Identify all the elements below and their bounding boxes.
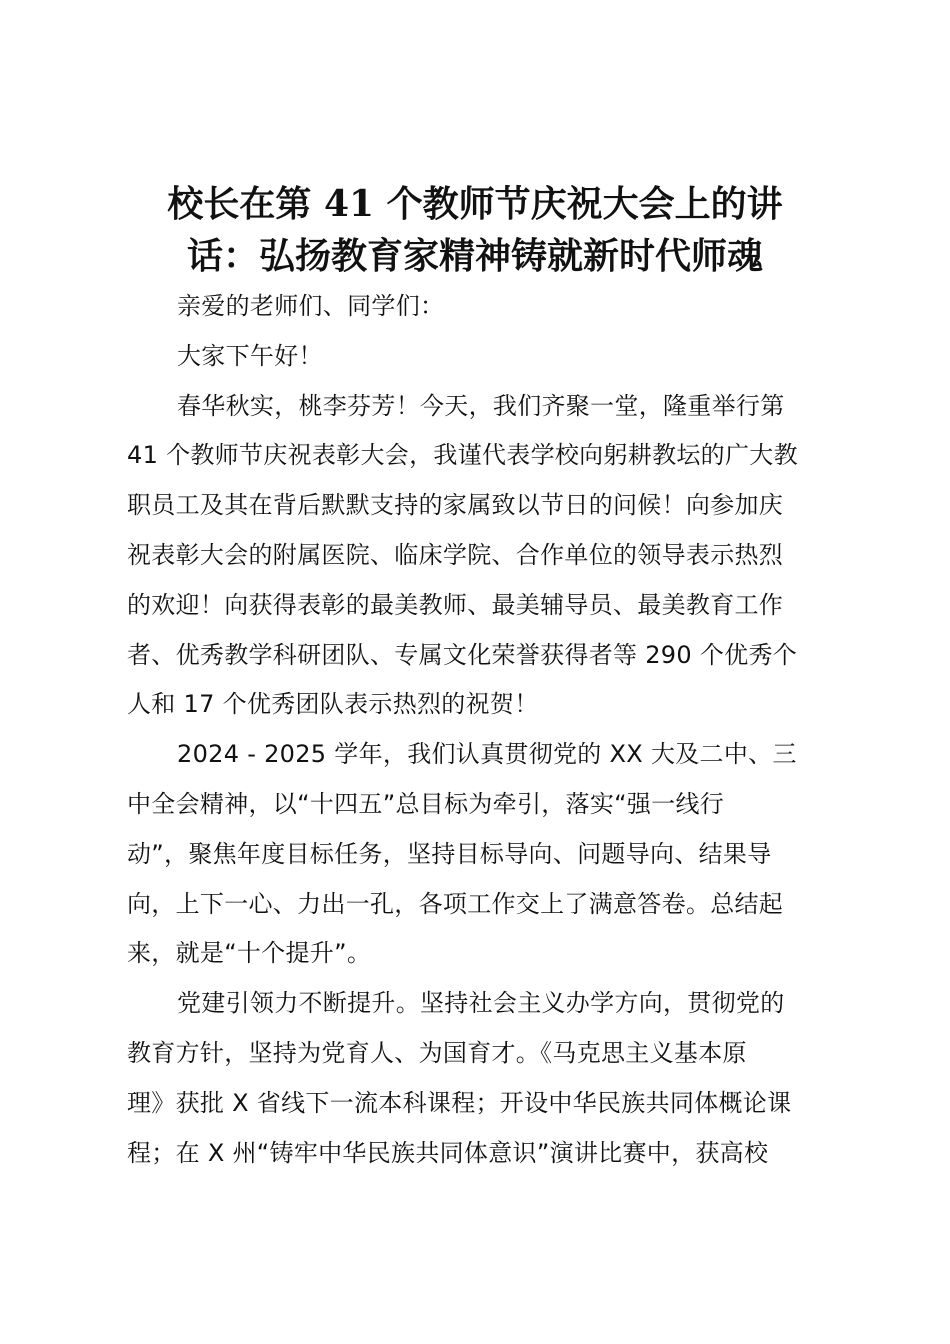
text-line: 向，上下一心、力出一孔，各项工作交上了满意答卷。总结起 [127, 889, 784, 918]
text-line: 职员工及其在背后默默支持的家属致以节日的问候！向参加庆 [127, 491, 784, 520]
body-paragraph [127, 382, 833, 731]
text-line: 理》获批 X 省线下一流本科课程；开设中华民族共同体概论课 [127, 1088, 792, 1117]
text-line: 动”，聚焦年度目标任务，坚持目标导向、问题导向、结果导 [127, 839, 772, 868]
text-line: 教育方针，坚持为党育人、为国育才。《马克思主义基本原 [127, 1038, 747, 1067]
text-line: 程；在 X 州“铸牢中华民族共同体意识”演讲比赛中，获高校 [127, 1138, 769, 1167]
text-line: 祝表彰大会的附属医院、临床学院、合作单位的领导表示热烈 [127, 540, 784, 569]
text-line: 亲爱的老师们、同学们： [177, 292, 445, 320]
text-line: 人和 17 个优秀团队表示热烈的祝贺！ [127, 690, 539, 719]
text-line: 中全会精神，以“十四五”总目标为牵引，落实“强一线行 [127, 789, 725, 818]
text-line: 41 个教师节庆祝表彰大会，我谨代表学校向躬耕教坛的广大教 [127, 441, 798, 470]
text-line: 大家下午好！ [177, 341, 323, 370]
body-paragraph [127, 730, 833, 979]
document-title [120, 178, 830, 282]
text-line: 春华秋实，桃李芬芳！今天，我们齐聚一堂，隆重举行第 [177, 391, 785, 420]
text-line: 2024 - 2025 学年，我们认真贯彻党的 XX 大及二中、三 [177, 740, 797, 769]
text-line: 党建引领力不断提升。坚持社会主义办学方向，贯彻党的 [177, 989, 785, 1018]
body-paragraph [127, 979, 833, 1178]
greeting-paragraph [127, 332, 833, 382]
title-line-1: 校长在第 41 个教师节庆祝大会上的讲 [167, 183, 783, 225]
document-body [127, 282, 833, 1178]
salutation-paragraph [127, 282, 833, 332]
text-line: 者、优秀教学科研团队、专属文化荣誉获得者等 290 个优秀个 [127, 640, 798, 669]
title-line-2: 话：弘扬教育家精神铸就新时代师魂 [186, 235, 763, 277]
text-line: 的欢迎！向获得表彰的最美教师、最美辅导员、最美教育工作 [127, 590, 784, 619]
text-line: 来，就是“十个提升”。 [127, 939, 372, 968]
